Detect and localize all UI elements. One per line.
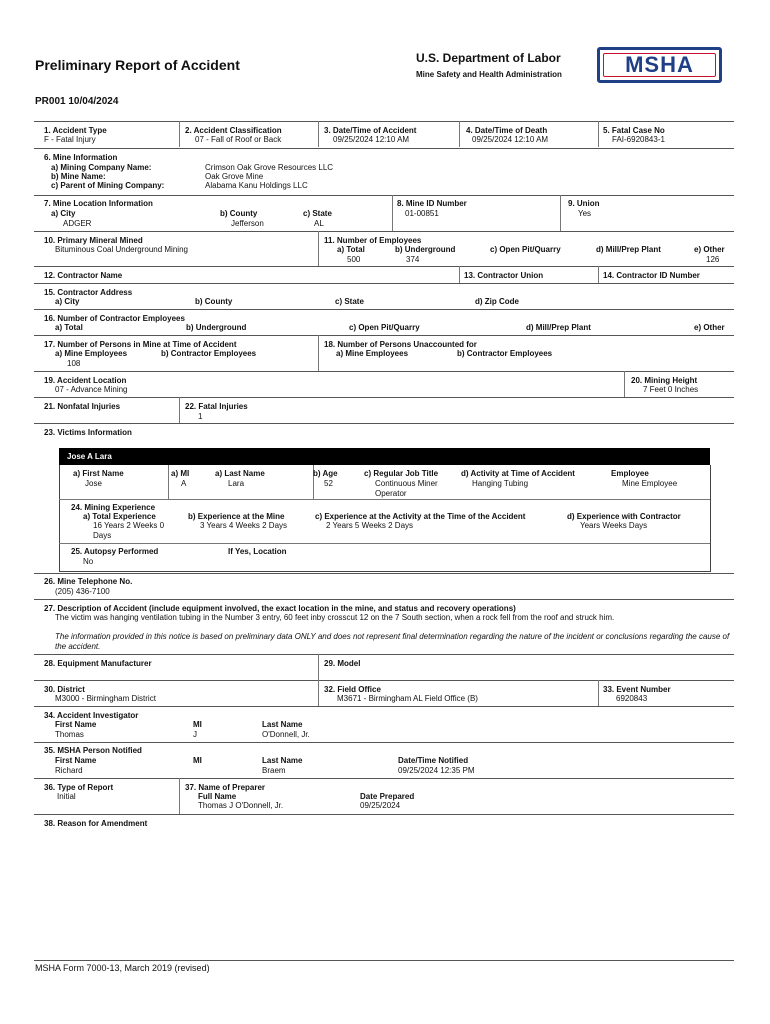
unaccounted-mine-label: a) Mine Employees bbox=[336, 349, 409, 358]
msha-logo bbox=[597, 47, 722, 83]
notified-datetime-label: Date/Time Notified bbox=[398, 756, 469, 765]
mine-id-label: 8. Mine ID Number bbox=[397, 199, 467, 208]
nonfatal-injuries-label: 21. Nonfatal Injuries bbox=[44, 402, 121, 411]
employees-underground-value: 374 bbox=[406, 255, 420, 264]
victim-last-label: a) Last Name bbox=[215, 469, 265, 478]
investigator-first-label: First Name bbox=[55, 720, 97, 729]
contractor-zip-label: d) Zip Code bbox=[475, 297, 519, 306]
report-type-value: Initial bbox=[57, 792, 76, 801]
event-number-label: 33. Event Number bbox=[603, 685, 671, 694]
investigator-mi-label: MI bbox=[193, 720, 202, 729]
mine-experience-value: 3 Years 4 Weeks 2 Days bbox=[200, 521, 288, 530]
investigator-mi-value: J bbox=[193, 730, 197, 739]
mine-telephone-value: (205) 436-7100 bbox=[55, 587, 110, 596]
investigator-last-value: O'Donnell, Jr. bbox=[262, 730, 310, 739]
divider bbox=[598, 266, 599, 283]
accident-datetime-label: 3. Date/Time of Accident bbox=[324, 126, 417, 135]
preparer-full-label: Full Name bbox=[198, 792, 237, 801]
accident-location-value: 07 - Advance Mining bbox=[55, 385, 128, 394]
mine-name-label: b) Mine Name: bbox=[51, 172, 106, 181]
persons-contractor-label: b) Contractor Employees bbox=[161, 349, 257, 358]
divider bbox=[34, 397, 734, 398]
total-experience-label: a) Total Experience bbox=[83, 512, 156, 521]
divider bbox=[624, 371, 625, 397]
divider bbox=[598, 121, 599, 147]
divider bbox=[179, 778, 180, 814]
autopsy-location-label: If Yes, Location bbox=[228, 547, 287, 556]
activity-experience-label: c) Experience at the Activity at the Time of the Accident bbox=[315, 512, 526, 521]
divider bbox=[34, 283, 734, 284]
divider bbox=[34, 231, 734, 232]
contractor-county-label: b) County bbox=[195, 297, 233, 306]
mining-experience-label: 24. Mining Experience bbox=[71, 503, 156, 512]
investigator-first-value: Thomas bbox=[55, 730, 84, 739]
union-label: 9. Union bbox=[568, 199, 600, 208]
mine-telephone-label: 26. Mine Telephone No. bbox=[44, 577, 133, 586]
persons-in-mine-label: 17. Number of Persons in Mine at Time of Accident bbox=[44, 340, 237, 349]
contractor-name-label: 12. Contractor Name bbox=[44, 271, 123, 280]
divider bbox=[318, 335, 319, 371]
investigator-last-label: Last Name bbox=[262, 720, 303, 729]
divider bbox=[560, 195, 561, 231]
total-experience-value: 16 Years 2 Weeks 0 bbox=[93, 521, 165, 530]
field-office-value: M3671 - Birmingham AL Field Office (B) bbox=[337, 694, 478, 703]
divider bbox=[59, 543, 710, 544]
mine-name-value: Oak Grove Mine bbox=[205, 172, 264, 181]
autopsy-value: No bbox=[83, 557, 94, 566]
divider bbox=[34, 814, 734, 815]
amendment-reason-label: 38. Reason for Amendment bbox=[44, 819, 148, 828]
total-experience-value-cont: Days bbox=[93, 531, 112, 540]
divider bbox=[34, 423, 734, 424]
description-label: 27. Description of Accident (include equipment involved, the exact location in the mine, and status and recovery operations) bbox=[44, 604, 516, 613]
divider bbox=[34, 335, 734, 336]
contractor-open-pit-label: c) Open Pit/Quarry bbox=[349, 323, 420, 332]
state-label: c) State bbox=[303, 209, 332, 218]
form-footer: MSHA Form 7000-13, March 2019 (revised) bbox=[35, 963, 210, 973]
activity-experience-value: 2 Years 5 Weeks 2 Days bbox=[326, 521, 414, 530]
divider bbox=[598, 680, 599, 706]
death-datetime-label: 4. Date/Time of Death bbox=[466, 126, 548, 135]
divider bbox=[34, 680, 734, 681]
mining-height-label: 20. Mining Height bbox=[631, 376, 698, 385]
mining-height-value: 7 Feet 0 Inches bbox=[643, 385, 699, 394]
victim-mi-value: A bbox=[181, 479, 187, 488]
person-notified-label: 35. MSHA Person Notified bbox=[44, 746, 142, 755]
divider bbox=[34, 195, 734, 196]
divider bbox=[318, 121, 319, 147]
unaccounted-contractor-label: b) Contractor Employees bbox=[457, 349, 553, 358]
divider bbox=[318, 680, 319, 706]
divider bbox=[318, 231, 319, 266]
divider bbox=[392, 195, 393, 231]
contractor-state-label: c) State bbox=[335, 297, 364, 306]
city-label: a) City bbox=[51, 209, 76, 218]
victims-info-label: 23. Victims Information bbox=[44, 428, 132, 437]
contractor-city-label: a) City bbox=[55, 297, 80, 306]
fatal-case-label: 5. Fatal Case No bbox=[603, 126, 665, 135]
footer-divider bbox=[34, 960, 734, 961]
contractor-other-label: e) Other bbox=[694, 323, 725, 332]
divider bbox=[34, 371, 734, 372]
divider bbox=[459, 121, 460, 147]
equipment-manufacturer-label: 28. Equipment Manufacturer bbox=[44, 659, 152, 668]
fatal-injuries-value: 1 bbox=[198, 412, 203, 421]
investigator-label: 34. Accident Investigator bbox=[44, 711, 139, 720]
divider bbox=[34, 121, 734, 122]
divider bbox=[34, 742, 734, 743]
primary-mineral-label: 10. Primary Mineral Mined bbox=[44, 236, 143, 245]
mine-experience-label: b) Experience at the Mine bbox=[188, 512, 285, 521]
employees-other-label: e) Other bbox=[694, 245, 725, 254]
description-value: The victim was hanging ventilation tubing in the Number 3 entry, 60 feet inby crosscut 12 on the 7 South section, when a rock fell from the roof and struck him. bbox=[55, 613, 615, 622]
divider bbox=[34, 706, 734, 707]
victim-first-label: a) First Name bbox=[73, 469, 124, 478]
divider bbox=[34, 573, 734, 574]
contractor-experience-value: Years Weeks Days bbox=[580, 521, 648, 530]
preparer-label: 37. Name of Preparer bbox=[185, 783, 266, 792]
unaccounted-label: 18. Number of Persons Unaccounted for bbox=[324, 340, 477, 349]
victim-header bbox=[59, 448, 710, 465]
district-label: 30. District bbox=[44, 685, 85, 694]
notified-last-label: Last Name bbox=[262, 756, 303, 765]
divider bbox=[34, 654, 734, 655]
fatal-injuries-label: 22. Fatal Injuries bbox=[185, 402, 248, 411]
employees-mill-label: d) Mill/Prep Plant bbox=[596, 245, 661, 254]
date-prepared-label: Date Prepared bbox=[360, 792, 415, 801]
divider bbox=[34, 309, 734, 310]
employees-total-value: 500 bbox=[347, 255, 361, 264]
accident-classification-value: 07 - Fall of Roof or Back bbox=[195, 135, 282, 144]
contractor-underground-label: b) Underground bbox=[186, 323, 247, 332]
victim-age-label: b) Age bbox=[313, 469, 338, 478]
contractor-experience-label: d) Experience with Contractor bbox=[567, 512, 681, 521]
victim-age-value: 52 bbox=[324, 479, 333, 488]
victim-activity-label: d) Activity at Time of Accident bbox=[461, 469, 575, 478]
notified-last-value: Braem bbox=[262, 766, 286, 775]
notified-mi-label: MI bbox=[193, 756, 202, 765]
state-value: AL bbox=[314, 219, 324, 228]
employees-underground-label: b) Underground bbox=[395, 245, 456, 254]
death-datetime-value: 09/25/2024 12:10 AM bbox=[472, 135, 549, 144]
victim-employee-label: Employee bbox=[611, 469, 649, 478]
victim-job-label: c) Regular Job Title bbox=[364, 469, 439, 478]
preparer-full-value: Thomas J O'Donnell, Jr. bbox=[198, 801, 284, 810]
page-title: Preliminary Report of Accident bbox=[35, 57, 240, 73]
mining-company-value: Crimson Oak Grove Resources LLC bbox=[205, 163, 334, 172]
divider bbox=[459, 266, 460, 283]
parent-company-label: c) Parent of Mining Company: bbox=[51, 181, 165, 190]
notified-datetime-value: 09/25/2024 12:35 PM bbox=[398, 766, 475, 775]
accident-classification-label: 2. Accident Classification bbox=[185, 126, 282, 135]
victim-last-value: Lara bbox=[228, 479, 245, 488]
model-label: 29. Model bbox=[324, 659, 361, 668]
report-id: PR001 10/04/2024 bbox=[35, 96, 119, 107]
fatal-case-value: FAI-6920843-1 bbox=[612, 135, 665, 144]
divider bbox=[179, 397, 180, 423]
logo-text: MSHA bbox=[625, 52, 694, 77]
victim-mi-label: a) MI bbox=[171, 469, 190, 478]
parent-company-value: Alabama Kanu Holdings LLC bbox=[205, 181, 308, 190]
divider bbox=[34, 266, 734, 267]
notified-first-label: First Name bbox=[55, 756, 97, 765]
divider bbox=[168, 465, 169, 499]
accident-location-label: 19. Accident Location bbox=[44, 376, 127, 385]
employees-open-pit-label: c) Open Pit/Quarry bbox=[490, 245, 561, 254]
county-value: Jefferson bbox=[231, 219, 264, 228]
contractor-union-label: 13. Contractor Union bbox=[464, 271, 544, 280]
divider bbox=[34, 599, 734, 600]
mine-info-label: 6. Mine Information bbox=[44, 153, 118, 162]
notified-first-value: Richard bbox=[55, 766, 83, 775]
field-office-label: 32. Field Office bbox=[324, 685, 381, 694]
divider bbox=[34, 148, 734, 149]
victim-job-value: Continuous Miner bbox=[375, 479, 438, 488]
event-number-value: 6920843 bbox=[616, 694, 648, 703]
mining-company-label: a) Mining Company Name: bbox=[51, 163, 152, 172]
union-value: Yes bbox=[578, 209, 592, 218]
contractor-id-label: 14. Contractor ID Number bbox=[603, 271, 700, 280]
persons-mine-employees-value: 108 bbox=[67, 359, 81, 368]
employees-label: 11. Number of Employees bbox=[324, 236, 422, 245]
victim-first-value: Jose bbox=[85, 479, 102, 488]
contractor-total-label: a) Total bbox=[55, 323, 83, 332]
accident-datetime-value: 09/25/2024 12:10 AM bbox=[333, 135, 410, 144]
report-type-label: 36. Type of Report bbox=[44, 783, 114, 792]
primary-mineral-value: Bituminous Coal Underground Mining bbox=[55, 245, 188, 254]
city-value: ADGER bbox=[63, 219, 92, 228]
employees-total-label: a) Total bbox=[337, 245, 365, 254]
preliminary-note: The information provided in this notice is based on preliminary data ONLY and does not represent final determination regarding the nature of the incident or conclusions regarding the cause of the accident. bbox=[55, 632, 730, 651]
county-label: b) County bbox=[220, 209, 258, 218]
district-value: M3000 - Birmingham District bbox=[55, 694, 156, 703]
victim-name: Jose A Lara bbox=[67, 452, 112, 461]
accident-type-label: 1. Accident Type bbox=[44, 126, 107, 135]
agency-name: Mine Safety and Health Administration bbox=[416, 70, 562, 79]
divider bbox=[34, 778, 734, 779]
persons-mine-employees-label: a) Mine Employees bbox=[55, 349, 128, 358]
victim-activity-value: Hanging Tubing bbox=[472, 479, 529, 488]
divider bbox=[59, 499, 710, 500]
divider bbox=[179, 121, 180, 147]
mine-id-value: 01-00851 bbox=[405, 209, 439, 218]
victim-job-value-cont: Operator bbox=[375, 489, 407, 498]
autopsy-label: 25. Autopsy Performed bbox=[71, 547, 159, 556]
mine-location-label: 7. Mine Location Information bbox=[44, 199, 153, 208]
contractor-mill-label: d) Mill/Prep Plant bbox=[526, 323, 591, 332]
department-name: U.S. Department of Labor bbox=[416, 51, 561, 65]
date-prepared-value: 09/25/2024 bbox=[360, 801, 401, 810]
contractor-employees-label: 16. Number of Contractor Employees bbox=[44, 314, 185, 323]
victim-employee-value: Mine Employee bbox=[622, 479, 678, 488]
accident-type-value: F - Fatal Injury bbox=[44, 135, 96, 144]
contractor-address-label: 15. Contractor Address bbox=[44, 288, 133, 297]
employees-other-value: 126 bbox=[706, 255, 720, 264]
divider bbox=[318, 654, 319, 680]
